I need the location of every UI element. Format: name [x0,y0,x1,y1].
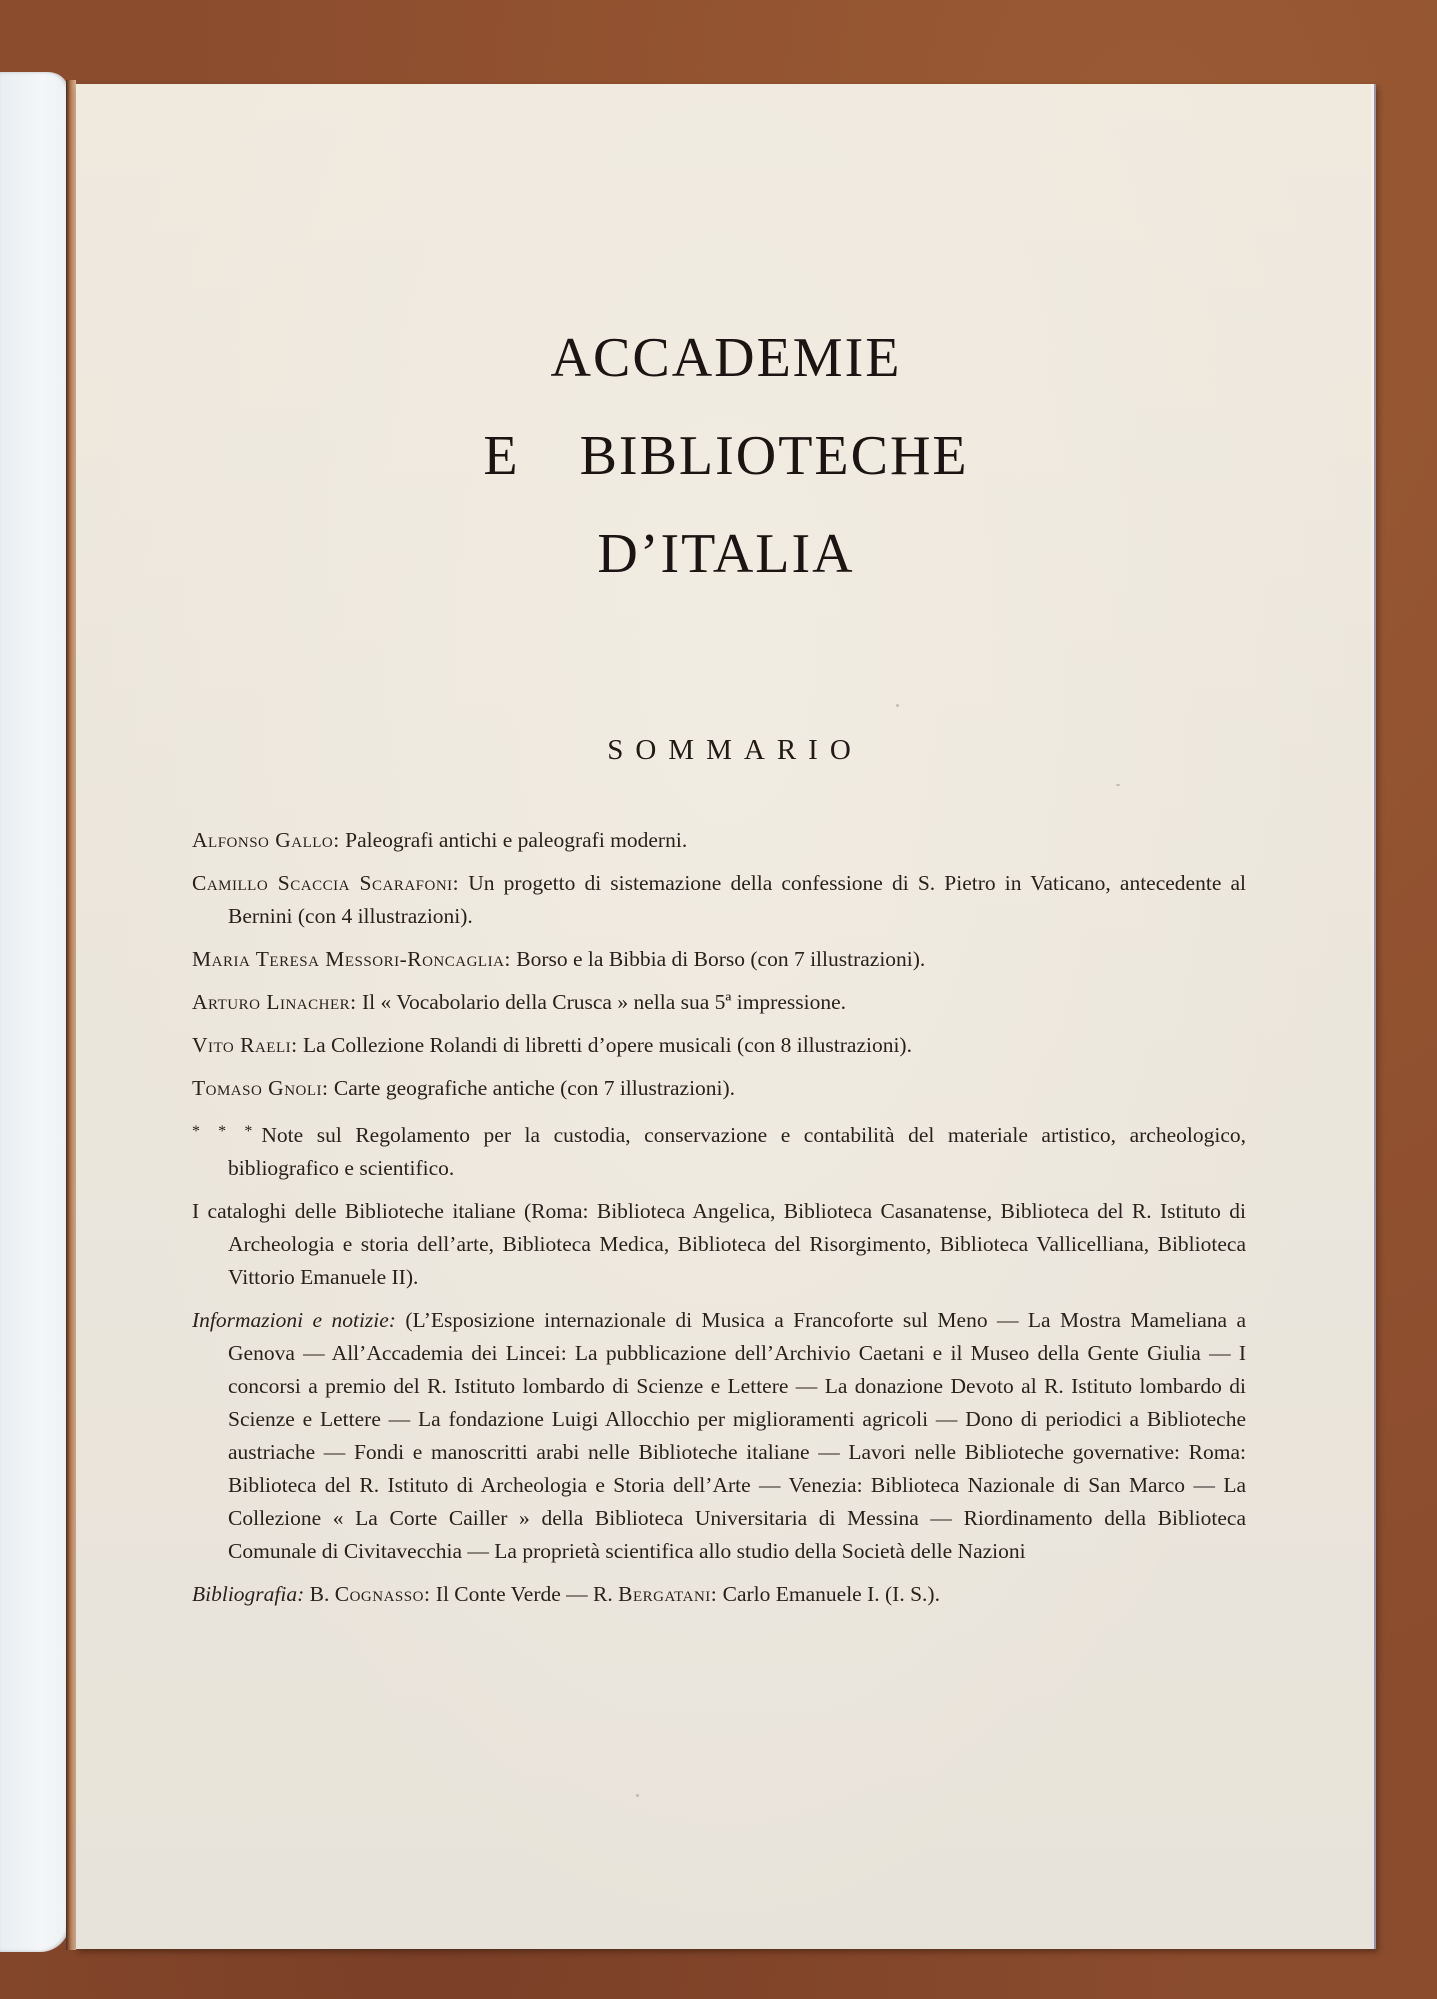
toc-entry [192,986,1246,1019]
journal-title [76,309,1376,603]
title-line-1: ACCADEMIE [550,327,902,389]
entry-title: Un progetto di sistemazione della confessione di S. Pietro in Vaticano, antecedente al Bernini (con 4 illustrazioni). [228,871,1246,928]
paper-speck [896,704,899,707]
entry-title: Paleografi antichi e paleografi moderni. [339,828,688,852]
toc-entry [192,1195,1246,1294]
entry-author: Maria Teresa Messori-Roncaglia: [192,947,511,971]
table-of-contents [192,824,1246,1621]
toc-entry [192,824,1246,857]
entry-title: Carte geografiche antiche (con 7 illustrazioni). [328,1076,736,1100]
toc-entry [192,943,1246,976]
entry-author: Tomaso Gnoli: [192,1076,329,1100]
toc-entry [192,1304,1246,1568]
entry-author: Alfonso Gallo: [192,828,340,852]
entry-author: Bergatani: [618,1582,718,1606]
entry-section-label: Informazioni e notizie: [192,1308,396,1332]
entry-title: Note sul Regolamento per la custodia, conservazione e contabilità del materiale artistico, archeologico, bibliografico e scientifico. [228,1123,1247,1180]
entry-text: B. [304,1582,335,1606]
entry-author: Vito Raeli: [192,1033,298,1057]
facing-left-page [0,72,70,1952]
toc-entry [192,1115,1246,1185]
entry-title: La Collezione Rolandi di libretti d’opere musicali (con 8 illustrazioni). [297,1033,912,1057]
entry-text: Carlo Emanuele I. (I. S.). [717,1582,940,1606]
entry-author: Camillo Scaccia Scarafoni: [192,871,460,895]
entry-title: I cataloghi delle Biblioteche italiane (Roma: Biblioteca Angelica, Biblioteca Casanatense, Biblioteca del R. Istituto di Archeologia e storia dell’arte, Biblioteca Medica, Biblioteca del Risorgimento, Biblioteca Vallicelliana, Biblioteca Vittorio Emanuele II). [192,1199,1246,1289]
entry-author: Cognasso: [334,1582,431,1606]
toc-entry [192,1578,1246,1611]
paper-speck [1116,784,1120,786]
document-page [76,84,1376,1949]
asterism-icon: * * * [192,1123,256,1140]
entry-title: Borso e la Bibbia di Borso (con 7 illustrazioni). [510,947,926,971]
summary-heading: SOMMARIO [607,734,863,766]
paper-speck [636,1794,639,1797]
title-line-2: E BIBLIOTECHE [483,425,969,487]
book-spine [66,80,76,1950]
toc-entry [192,867,1246,933]
entry-title: (L’Esposizione internazionale di Musica a Francoforte sul Meno — La Mostra Mameliana a Genova — All’Accademia dei Lincei: La pubblicazione dell’Archivio Caetani e il Museo della Gente Giulia — I concorsi a premio del R. Istituto lombardo di Scienze e Lettere — La donazione Devoto al R. Istituto lombardo di Scienze e Lettere — La fondazione Luigi Allocchio per miglioramenti agricoli — Dono di periodici a Biblioteche austriache — Fondi e manoscritti arabi nelle Biblioteche italiane — Lavori nelle Biblioteche governative: Roma: Biblioteca del R. Istituto di Archeologia e Storia dell’Arte — Venezia: Biblioteca Nazionale di San Marco — La Collezione « La Corte Cailler » della Biblioteca Universitaria di Messina — Riordinamento della Biblioteca Comunale di Civitavecchia — La proprietà scientifica allo studio della Società delle Nazioni [228,1308,1247,1563]
entry-section-label: Bibliografia: [192,1582,305,1606]
entry-title: Il « Vocabolario della Crusca » nella sua 5ª impressione. [356,990,846,1014]
title-line-3: D’ITALIA [597,523,855,585]
entry-text: Il Conte Verde — R. [430,1582,619,1606]
toc-entry [192,1072,1246,1105]
toc-entry [192,1029,1246,1062]
entry-author: Arturo Linacher: [192,990,357,1014]
